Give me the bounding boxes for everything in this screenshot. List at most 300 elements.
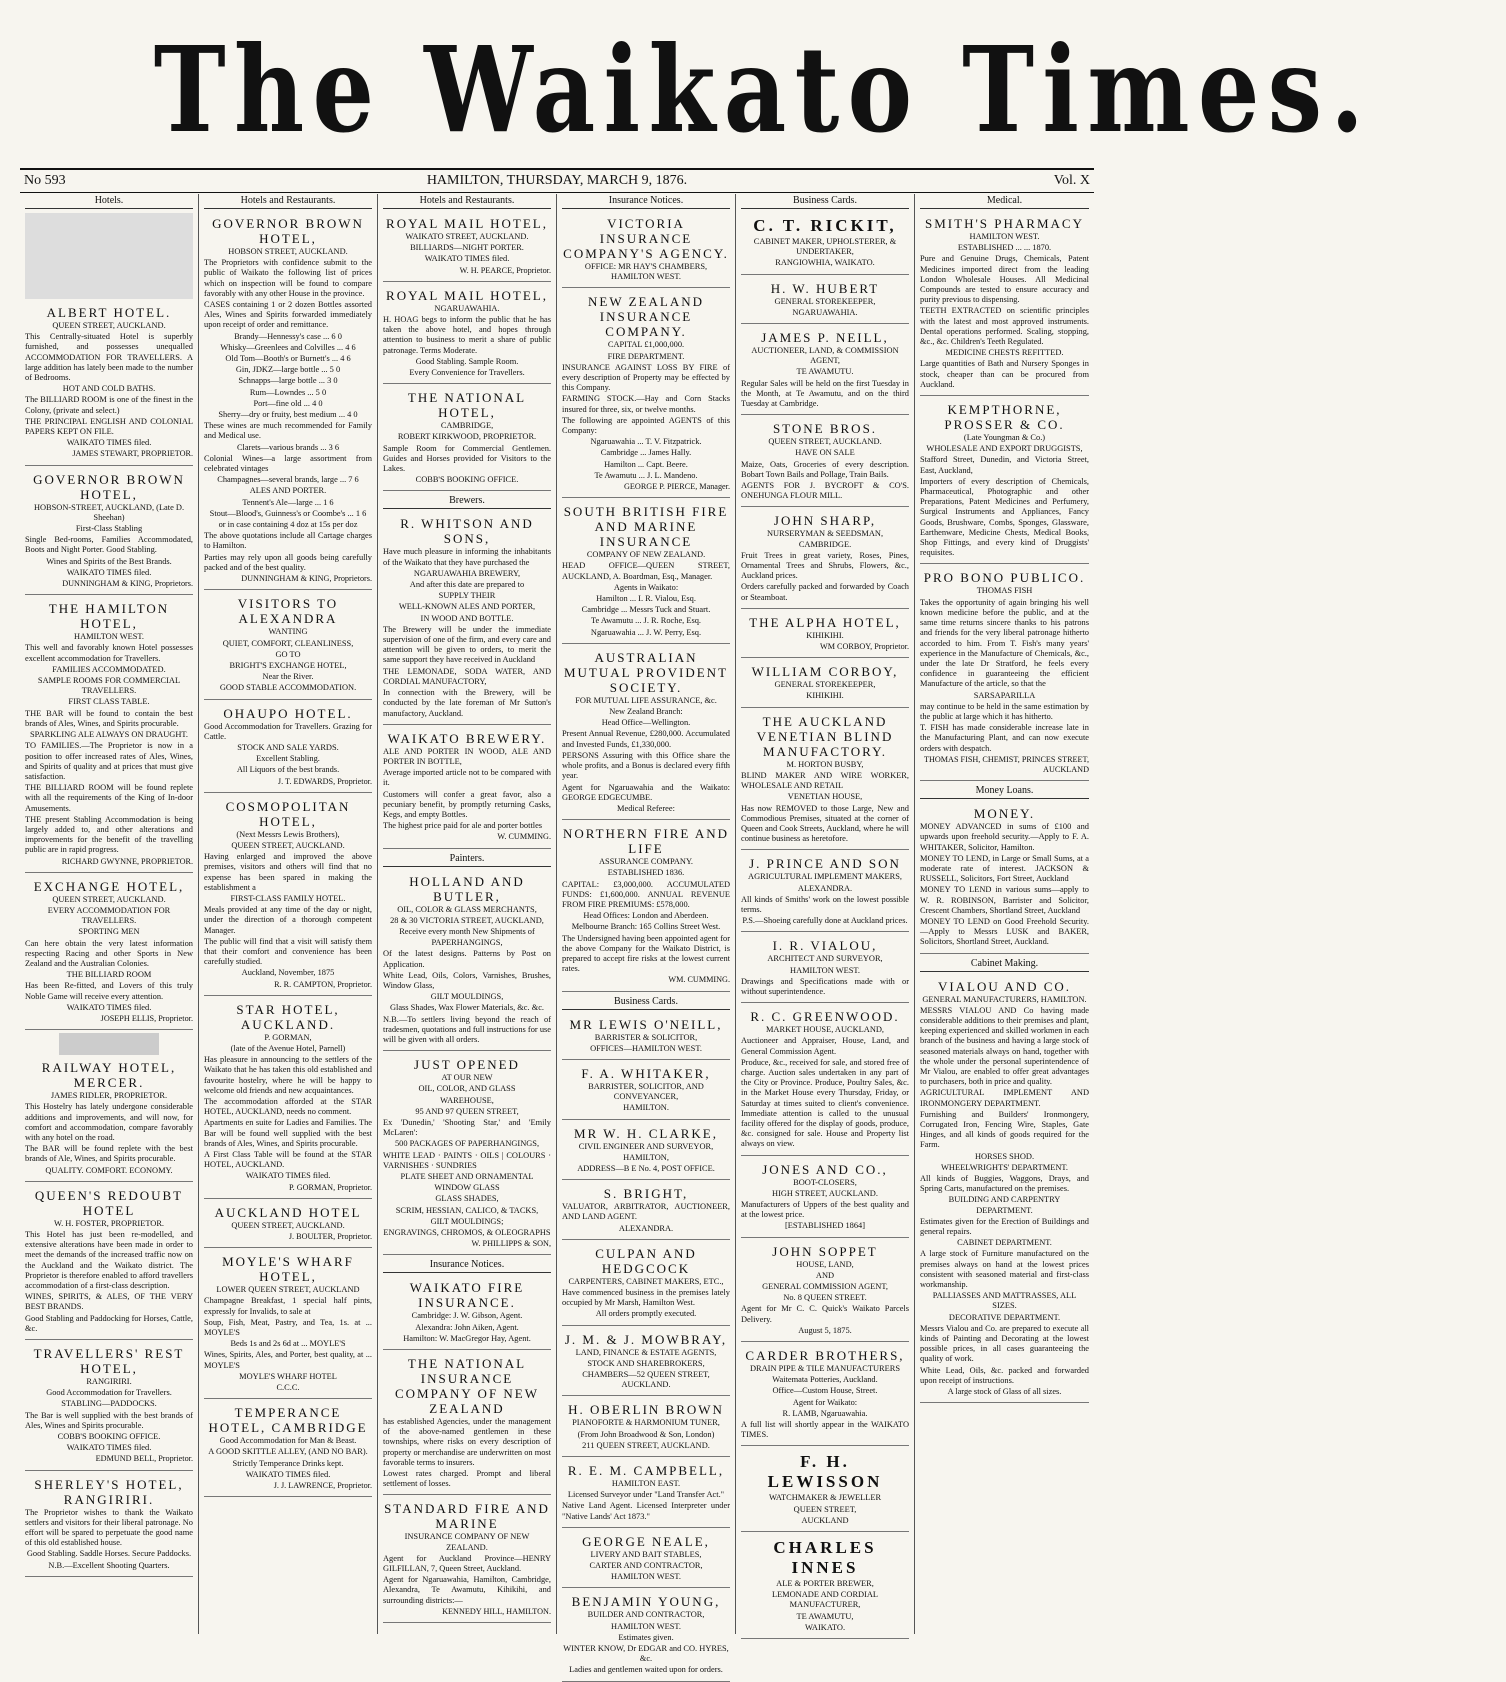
ad-text: STOCK AND SHAREBROKERS,	[587, 1358, 705, 1368]
ad-text: WAIKATO.	[804, 1622, 846, 1632]
ad-title: ALBERT HOTEL.	[46, 305, 172, 320]
ad-text: EVERY ACCOMMODATION FOR TRAVELLERS.	[47, 905, 171, 926]
ad-text: KIHIKIHI.	[806, 630, 844, 640]
ad-text: NGARUAWAHIA BREWERY,	[413, 568, 521, 578]
ad-text: OIL, COLOR & GLASS MERCHANTS,	[397, 904, 537, 914]
ad-text: CHAMBERS—52 QUEEN STREET, AUCKLAND.	[582, 1370, 710, 1390]
ad-text: Ngaruawahia ... J. W. Perry, Esq.	[590, 627, 702, 637]
ad-text: ESTABLISHED 1836.	[607, 868, 685, 878]
ad-title: VISITORS TO ALEXANDRA	[237, 596, 339, 627]
ad-title: STAR HOTEL, AUCKLAND.	[236, 1001, 340, 1032]
ad-text: Have commenced business in the premises lately occupied by Mr Marsh, Hamilton West.	[562, 1287, 730, 1308]
advertisement	[204, 1202, 372, 1248]
ad-text: Licensed Surveyor under "Land Transfer Act."	[567, 1490, 725, 1500]
advertisement	[741, 418, 909, 507]
advertisement	[562, 291, 730, 498]
ad-text: Agent for Mr C. C. Quick's Waikato Parcels Delivery.	[741, 1304, 909, 1324]
ad-text: Lowest rates charged. Prompt and liberal settlement of losses.	[383, 1469, 551, 1489]
ad-text: WAIKATO TIMES filed.	[245, 1171, 331, 1181]
ad-title: NEW ZEALAND INSURANCE COMPANY.	[588, 294, 704, 340]
ad-text: Good Stabling. Sample Room.	[415, 356, 519, 366]
ad-text: QUEEN STREET, AUCKLAND.	[52, 321, 166, 330]
ad-text: Ngaruawahia ... T. V. Fitzpatrick.	[590, 437, 702, 447]
section-heading: Painters.	[383, 852, 551, 867]
advertisement	[383, 213, 551, 282]
advertisement	[920, 399, 1089, 564]
advertisement	[562, 1591, 730, 1681]
ad-text: GENERAL COMMISSION AGENT,	[762, 1282, 888, 1291]
ad-text: BUILDER AND CONTRACTOR,	[587, 1610, 705, 1620]
ad-text: WAREHOUSE,	[440, 1095, 494, 1105]
column-6	[915, 194, 1094, 1634]
ad-text: WAIKATO TIMES filed.	[424, 254, 510, 264]
ad-text: HAMILTON WEST.	[790, 965, 860, 975]
ad-text: or in case containing 4 doz at 15s per doz	[218, 520, 358, 530]
advertisement	[204, 213, 372, 590]
ad-text: First-Class Stabling	[75, 524, 143, 534]
ad-text: ALEXANDRA.	[797, 883, 853, 893]
volume-number: Vol. X	[1053, 173, 1090, 188]
ad-title: THE NATIONAL HOTEL,	[407, 390, 527, 421]
ad-text: SUPPLY THEIR	[438, 591, 496, 601]
ad-text: Schnapps—large bottle ... 3 0	[238, 376, 338, 386]
ad-title: C. T. RICKIT,	[753, 216, 897, 235]
ad-title: GEORGE NEALE,	[582, 1533, 710, 1549]
ad-text: COMPANY OF NEW ZEALAND.	[586, 550, 706, 560]
advertisement	[741, 711, 909, 851]
ad-text: HOBSON-STREET, AUCKLAND, (Late D. Sheehan)	[33, 502, 185, 522]
ad-text: Good Accommodation for Travellers. Grazing for Cattle.	[204, 721, 372, 741]
ad-text: Stafford Street, Dunedin, and Victoria Street, East, Auckland,	[920, 455, 1089, 475]
advertisement	[741, 278, 909, 324]
advertisement	[562, 1399, 730, 1457]
ad-text: H. HOAG begs to inform the public that he has taken the above hotel, and hopes through attention to business to merit a share of public patronage. Terms Moderate.	[383, 315, 551, 355]
advertisement	[562, 1014, 730, 1060]
ad-text: (Next Messrs Lewis Brothers),	[236, 829, 340, 839]
ad-text: WAIKATO TIMES filed.	[66, 438, 152, 448]
ad-text: Beds 1s and 2s 6d at ... MOYLE'S	[230, 1339, 346, 1349]
advertisement	[204, 1402, 372, 1497]
ad-text: LIVERY AND BAIT STABLES,	[590, 1549, 702, 1559]
advertisement	[562, 1183, 730, 1240]
ad-text: ENGRAVINGS, CHROMOS, & OLEOGRAPHS	[383, 1228, 551, 1238]
ad-text: All orders promptly executed.	[595, 1309, 697, 1319]
ad-text: GILT MOULDINGS,	[430, 992, 504, 1002]
ad-title: J. PRINCE AND SON	[749, 856, 901, 872]
ad-signature: EDMUND BELL, Proprietor.	[95, 1454, 193, 1464]
ad-text: PLATE SHEET AND ORNAMENTAL	[400, 1172, 534, 1181]
ad-signature: WM CORBOY, Proprietor.	[819, 642, 909, 652]
ad-text: Champagne Breakfast, 1 special half pints, expressly for Invalids, to sale at	[204, 1296, 372, 1316]
ad-text: WAIKATO TIMES filed.	[245, 1469, 331, 1479]
ad-text: Meals provided at any time of the day or night, under the direction of a thorough competent Manager.	[204, 905, 372, 935]
ad-text: GLASS SHADES,	[435, 1194, 499, 1204]
advertisement	[25, 1057, 193, 1182]
advertisement	[741, 1345, 909, 1446]
ad-text: RANGIOWHIA, WAIKATO.	[775, 258, 875, 268]
ad-text: C.C.C.	[276, 1383, 300, 1393]
ad-text: RANGIRIRI.	[86, 1377, 132, 1387]
section-heading: Brewers.	[383, 494, 551, 509]
ad-text: DRAIN PIPE & TILE MANUFACTURERS	[750, 1364, 900, 1374]
ad-text: Regular Sales will be held on the first Tuesday in the Month, at Te Awamutu, and on the third Tuesday at Cambridge.	[741, 378, 909, 409]
ad-title: ROYAL MAIL HOTEL,	[386, 287, 548, 303]
ad-text: Stout—Blood's, Guinness's or Coombe's ... 1 6	[209, 508, 367, 518]
column-1	[20, 194, 199, 1634]
ad-text: White Lead, Oils, &c. packed and forwarded upon receipt of instructions.	[920, 1365, 1089, 1385]
ad-text: AND	[815, 1270, 835, 1280]
ad-text: Cambridge ... Messrs Tuck and Stuart.	[581, 605, 711, 615]
ad-text: MONEY TO LEND, in Large or Small Sums, at a moderate rate of interest. JACKSON & RUSSELL, Solicitors, Fort Street, Auckland	[920, 853, 1089, 884]
ad-text: Average imported article not to be compared with it.	[383, 768, 551, 788]
ad-title: R. E. M. CAMPBELL,	[567, 1463, 725, 1479]
ad-text: AGRICULTURAL IMPLEMENT AND IRONMONGERY DEPARTMENT.	[920, 1088, 1089, 1108]
ad-title: CHARLES INNES	[773, 1538, 877, 1578]
ad-text: N.B.—To settlers living beyond the reach of tradesmen, quotations and full instructions for use will be given with all orders.	[383, 1014, 551, 1044]
ad-text: HOT AND COLD BATHS.	[62, 384, 156, 394]
advertisement	[204, 1251, 372, 1399]
ad-title: SOUTH BRITISH FIRE AND MARINE INSURANCE	[563, 504, 729, 550]
advertisement	[383, 1277, 551, 1350]
ad-text: TO FAMILIES.—The Proprietor is now in a position to offer increased rates of Ales, Wines, and Spirits of quality and at prices that must give satisfaction.	[25, 741, 193, 781]
ad-text: T. FISH has made considerable increase late in the Manufacturing Plant, and can now execute orders with despatch.	[920, 723, 1089, 753]
ad-text: 95 AND 97 QUEEN STREET,	[415, 1106, 519, 1116]
advertisement	[25, 469, 193, 596]
advertisement	[383, 1054, 551, 1255]
advertisement	[25, 876, 193, 1030]
ad-text: SPORTING MEN	[78, 927, 140, 937]
ad-text: Port—fine old ... 4 0	[253, 398, 323, 408]
advertisement	[741, 327, 909, 415]
ad-text: NURSERYMAN & SEEDSMAN, CAMBRIDGE.	[766, 529, 884, 549]
ad-signature: DUNNINGHAM & KING, Proprietors.	[241, 574, 372, 584]
ad-title: WAIKATO FIRE INSURANCE.	[409, 1280, 525, 1311]
small-engraving	[59, 1033, 160, 1055]
ad-signature: J. J. LAWRENCE, Proprietor.	[273, 1481, 372, 1491]
ad-text: HAMILTON WEST.	[969, 232, 1040, 241]
ad-text: N.B.—Excellent Shooting Quarters.	[48, 1560, 170, 1570]
ad-signature: JAMES STEWART, PROPRIETOR.	[72, 449, 193, 459]
ad-text: MESSRS VIALOU AND Co having made considerable additions to their premises and plant, keeping experienced and skilled workmen in each branch of the business and having a large stock of seasoned materials always on hand, together with the whole under the personal superintendence of Mr Vialou, are enabled to offer great advantages to purchasers, both in price and quality.	[920, 1005, 1089, 1087]
advertisement	[204, 593, 372, 699]
ad-text: Of the latest designs. Patterns by Post on Application.	[383, 949, 551, 969]
ad-text: (Late Youngman & Co.)	[963, 433, 1046, 443]
section-heading: Money Loans.	[920, 784, 1089, 799]
ad-text: MEDICINE CHESTS REFITTED.	[945, 348, 1064, 358]
ad-text: Ex 'Dunedin,' 'Shooting Star,' and 'Emily McLaren':	[383, 1117, 551, 1138]
advertisement	[920, 976, 1089, 1404]
ad-text: INSURANCE COMPANY OF NEW ZEALAND.	[404, 1532, 530, 1552]
ad-title: AUSTRALIAN MUTUAL PROVIDENT SOCIETY.	[563, 649, 729, 695]
ad-text: OIL, COLOR, AND GLASS	[418, 1084, 516, 1094]
ad-signature: GEORGE P. PIERCE, Manager.	[624, 482, 730, 492]
ad-text: The BILLIARD ROOM is one of the finest in the Colony, (private and select.)	[25, 395, 193, 415]
ad-title: WAIKATO BREWERY.	[387, 730, 547, 746]
ad-text: FAMILIES ACCOMMODATED.	[52, 664, 166, 674]
advertisement	[741, 853, 909, 932]
ad-text: QUEEN STREET, AUCKLAND.	[768, 437, 882, 447]
ad-text: BRIGHT'S EXCHANGE HOTEL,	[229, 660, 347, 670]
ad-text: HAMILTON,	[623, 1152, 669, 1162]
ad-title: THE NATIONAL INSURANCE COMPANY OF NEW ZEALAND	[394, 1356, 540, 1417]
ad-text: PALLIASSES AND MATTRASSES, ALL SIZES.	[932, 1291, 1077, 1311]
ad-text: Pure and Genuine Drugs, Chemicals, Patent Medicines imported direct from the leading London Wholesale Houses. All Medicinal Compounds are tested to ensure accuracy and purity previous to dispensing.	[920, 254, 1089, 305]
ad-text: SPARKLING ALE ALWAYS ON DRAUGHT.	[30, 730, 188, 740]
ad-text: WAIKATO TIMES filed.	[66, 1002, 152, 1012]
ad-text: The Brewery will be under the immediate supervision of one of the firm, and every care and attention will be given to orders, to merit the same support they have received in Auckland	[383, 624, 551, 665]
ad-text: WELL-KNOWN ALES AND PORTER,	[398, 602, 536, 612]
advertisement	[562, 1063, 730, 1120]
ad-text: MONEY TO LEND on Good Freehold Security.—Apply to Messrs LUSK and BAKER, Solicitors, Shortland Street, Auckland.	[920, 916, 1089, 947]
ad-title: MOYLE'S WHARF HOTEL,	[222, 1254, 354, 1285]
ad-text: The above quotations include all Cartage charges to Hamilton.	[204, 531, 372, 551]
ad-text: FIRE DEPARTMENT.	[607, 351, 685, 361]
ad-text: The Proprietors with confidence submit to the public of Waikato the following list of prices which on inspection will be found to compare favorably with any other House in the province.	[204, 258, 372, 298]
ad-text: Takes the opportunity of again bringing his well known medicine before the public, and at the same time returns sincere thanks to his patrons and friends for the very liberal patronage hitherto accorded to him. From T. Fish's many years' experience in the Manufacture of Chemicals, &c., under the late Dr Stratford, he feels every confidence in guaranteeing the efficient Manufacture of the article, so that the	[920, 597, 1089, 689]
ad-text: Large quantities of Bath and Nursery Sponges in stock, cheaper than can be procured from Auckland.	[920, 359, 1089, 389]
ad-text: HAMILTON WEST.	[611, 1572, 681, 1582]
ad-text: Whisky—Greenlees and Colvilles ... 4 6	[220, 342, 356, 352]
section-heading: Hotels and Restaurants.	[383, 194, 551, 209]
ad-text: QUEEN STREET, AUCKLAND.	[231, 1220, 345, 1230]
ad-text: CABINET DEPARTMENT.	[957, 1238, 1052, 1248]
section-heading: Hotels and Restaurants.	[204, 194, 372, 209]
ad-text: may continue to be held in the same estimation by the public at large which it has hitherto.	[920, 701, 1089, 721]
ad-text: MONEY ADVANCED in sums of £100 and upwards upon freehold security.—Apply to F. A. WHITAKER, Solicitor, Hamilton.	[920, 822, 1089, 852]
ad-text: This Hostelry has lately undergone considerable additions and improvements, and will now, for comfort and accommodation, compare favorably with any hotel on the road.	[25, 1102, 193, 1142]
advertisement	[383, 871, 551, 1052]
ad-text: The Undersigned having been appointed agent for the above Company for the Waikato District, is prepared to accept fire risks at the lowest current rates.	[562, 933, 730, 974]
ad-text: Good Stabling. Saddle Horses. Secure Paddocks.	[26, 1549, 192, 1559]
ad-text: STABLING—PADDOCKS.	[61, 1399, 157, 1409]
ad-title: RAILWAY HOTEL, MERCER.	[41, 1060, 177, 1091]
ad-text: AGRICULTURAL IMPLEMENT MAKERS,	[748, 872, 902, 882]
ad-text: These wines are much recommended for Family and Medical use.	[204, 421, 372, 441]
ad-text: NGARUAWAHIA.	[792, 307, 858, 317]
ad-title: F. A. WHITAKER,	[581, 1065, 711, 1081]
advertisement	[562, 823, 730, 991]
advertisement	[741, 1006, 909, 1155]
ad-text: ALEXANDRA.	[618, 1223, 674, 1233]
ad-title: VICTORIA INSURANCE COMPANY'S AGENCY.	[563, 216, 729, 261]
ad-text: JAMES RIDLER, PROPRIETOR.	[50, 1091, 168, 1101]
ad-text: THE BAR will be found to contain the best brands of Ales, Wines, and Spirits procurable.	[25, 708, 193, 728]
ad-text: A full list will shortly appear in the WAIKATO TIMES.	[741, 1420, 909, 1440]
advertisement	[562, 647, 730, 820]
ad-title: SHERLEY'S HOTEL, RANGIRIRI.	[34, 1476, 184, 1507]
ad-text: Agent for Waikato:	[792, 1397, 858, 1407]
ad-text: This Centrally-situated Hotel is superbly furnished, and possesses unequalled ACCOMMODATION FOR TRAVELLERS. A large addition has lately been made to the number of Bedrooms.	[25, 332, 193, 383]
ad-text: THE present Stabling Accommodation is being largely added to, and other alterations and improvements for the benefit of the travelling public are in rapid progress.	[25, 814, 193, 855]
ad-title: GOVERNOR BROWN HOTEL,	[33, 471, 185, 502]
ad-text: Melbourne Branch: 165 Collins Street West.	[571, 922, 721, 932]
advertisement	[383, 285, 551, 384]
ad-text: Strictly Temperance Drinks kept.	[232, 1458, 344, 1468]
ad-text: BARRISTER & SOLICITOR,	[594, 1032, 698, 1042]
ad-text: WATCHMAKER & JEWELLER	[768, 1493, 882, 1503]
advertisement	[741, 510, 909, 608]
ad-text: Have much pleasure in informing the inhabitants of the Waikato that they have purchased the	[383, 547, 551, 567]
advertisement	[741, 1449, 909, 1532]
ad-text: HIGH STREET, AUCKLAND.	[772, 1188, 878, 1198]
ad-text: Soup, Fish, Meat, Pastry, and Tea, 1s. at ... MOYLE'S	[204, 1317, 372, 1338]
ad-text: ASSURANCE COMPANY.	[598, 857, 693, 867]
ad-text: ALES AND PORTER.	[249, 486, 327, 496]
ad-text: AUCTIONEER, LAND, & COMMISSION AGENT,	[751, 346, 899, 366]
ad-text: Orders carefully packed and forwarded by Coach or Steamboat.	[741, 582, 909, 602]
ad-text: HAMILTON WEST.	[74, 632, 144, 642]
ad-text: THE BILLIARD ROOM	[66, 970, 152, 980]
ad-text: GENERAL STOREKEEPER,	[774, 296, 876, 306]
ad-signature: R. R. CAMPTON, Proprietor.	[274, 979, 372, 989]
ad-text: HAVE ON SALE	[795, 448, 855, 458]
ad-title: THE HAMILTON HOTEL,	[48, 601, 170, 632]
advertisement	[741, 1535, 909, 1639]
ad-text: HAMILTON WEST.	[611, 1621, 681, 1631]
ad-text: August 5, 1875.	[798, 1325, 852, 1335]
ad-text: FARMING STOCK.—Hay and Corn Stacks insured for three, six, or twelve months.	[562, 394, 730, 414]
ad-title: J. M. & J. MOWBRAY,	[564, 1331, 728, 1347]
advertisement	[25, 598, 193, 872]
ad-text: Good Accommodation for Travellers.	[46, 1388, 172, 1398]
ad-text: TE AWAMUTU,	[796, 1611, 854, 1621]
ad-title: JOHN SOPPET	[772, 1243, 878, 1259]
ad-text: BARRISTER, SOLICITOR, AND CONVEYANCER,	[588, 1081, 704, 1102]
ad-text: Furnishing and Builders' Ironmongery, Corrugated Iron, Fencing Wire, Staples, Gate Hinges, and all kinds of goods required for the Farm.	[920, 1109, 1089, 1150]
ad-text: Wines and Spirits of the Best Brands.	[46, 556, 172, 566]
issue-number: No 593	[24, 173, 66, 188]
ad-title: JAMES P. NEILL,	[761, 330, 889, 346]
advertisement	[383, 1353, 551, 1495]
ad-text: Can here obtain the very latest information respecting Racing and other Sports in New Zealand and the Australian Colonies.	[25, 938, 193, 968]
ad-text: Hamilton ... I. R. Vialou, Esq.	[596, 594, 696, 604]
ad-text: Messrs Vialou and Co. are prepared to execute all kinds of Painting and Decorating at the lowest possible prices, in all cases guaranteeing the quality of work.	[920, 1323, 1089, 1364]
advertisement	[562, 213, 730, 288]
ad-text: Rum—Lowndes ... 5 0	[249, 387, 327, 397]
ad-text: This well and favorably known Hotel possesses excellent accommodation for Travellers.	[25, 643, 193, 663]
ad-text: Gin, JDKZ—large bottle ... 5 0	[235, 365, 341, 375]
ad-text: New Zealand Branch:	[609, 707, 683, 717]
advertisement	[741, 1241, 909, 1342]
ad-text: Receive every month New Shipments of	[399, 926, 535, 936]
ad-text: QUEEN STREET,	[793, 1504, 857, 1514]
ad-text: Champagnes—several brands, large ... 7 6	[217, 475, 359, 485]
advertisement	[741, 612, 909, 658]
ad-text: Agent for Auckland Province—HENRY GILFILLAN, 7, Queen Street, Auckland.	[383, 1553, 551, 1574]
ad-date: Auckland, November, 1875	[241, 968, 335, 978]
ad-text: This Hotel has just been re-modelled, and extensive alterations have been made in order to meet the demands of the increased traffic now on the Auckland and the Waikato district. The Proprietor is therefore enabled to afford travellers accommodation of a first-class description.	[25, 1230, 193, 1291]
ad-text: WHITE LEAD · PAINTS · OILS | COLOURS · VARNISHES · SUNDRIES	[383, 1150, 551, 1170]
ad-title: ROYAL MAIL HOTEL,	[386, 216, 548, 231]
ad-text: A First Class Table will be found at the STAR HOTEL, AUCKLAND.	[204, 1150, 372, 1170]
advertisement	[383, 1498, 551, 1623]
ad-title: BENJAMIN YOUNG,	[571, 1594, 721, 1610]
ad-text: Has pleasure in announcing to the settlers of the Waikato that he has taken this old established and favourite hostelry, where he will be happy to welcome old friends and new acquaintances.	[204, 1055, 372, 1095]
ad-text: QUEEN STREET, AUCKLAND.	[52, 894, 166, 904]
ad-text: Colonial Wines—a large assortment from celebrated vintages	[204, 453, 372, 474]
ad-text: OFFICE: MR HAY'S CHAMBERS, HAMILTON WEST.	[584, 262, 708, 282]
ad-text: All Liquors of the best brands.	[236, 765, 340, 775]
ad-text: Produce, &c., received for sale, and stored free of charge. Auction sales undertaken in any part of the City or Province. Produce, Poultry Sales, &c. in the Market House every Thursday, Friday, or Saturday at times suited to client's convenience. Immediate attention is called to the unusual facility offered for the display of goods, produce, &c. consigned for sale. House and Property list always on view.	[741, 1057, 909, 1149]
ad-title: TRAVELLERS' REST HOTEL,	[33, 1346, 185, 1377]
ad-text: Drawings and Specifications made with or without superintendence.	[741, 976, 909, 996]
ad-text: Agent for Ngaruawahia, Hamilton, Cambridge, Alexandra, Te Awamutu, Kihikihi, and surrounding districts:—	[383, 1575, 551, 1605]
ad-text: Head Office—Wellington.	[601, 718, 691, 728]
newspaper-title: The Waikato Times.	[153, 20, 1373, 159]
section-heading: Hotels.	[25, 194, 193, 209]
ad-signature: JOSEPH ELLIS, Proprietor.	[100, 1013, 193, 1023]
ad-signature: KENNEDY HILL, HAMILTON.	[442, 1606, 551, 1616]
ad-text: 211 QUEEN STREET, AUCKLAND.	[582, 1440, 710, 1450]
ad-text: In connection with the Brewery, will be conducted by the late foreman of Mr Sutton's manufactory, Auckland.	[383, 688, 551, 718]
ad-text: W. H. FOSTER, PROPRIETOR.	[53, 1218, 165, 1228]
ad-text: CIVIL ENGINEER AND SURVEYOR,	[578, 1141, 714, 1151]
ad-text: COBB'S BOOKING OFFICE.	[415, 475, 519, 485]
ad-title: MR LEWIS O'NEILL,	[569, 1016, 723, 1032]
ad-text: Manufacturers of Uppers of the best quality and at the lowest price.	[741, 1199, 909, 1220]
ad-text: The public will find that a visit will satisfy them that their comfort and convenience has been carefully studied.	[204, 936, 372, 967]
ad-text: TEETH EXTRACTED on scientific principles with the latest and most approved instruments. Dental operations performed. Scaling, stopping, &c., &c. Children's Teeth Regulated.	[920, 306, 1089, 347]
ad-text: A GOOD SKITTLE ALLEY, (AND NO BAR).	[208, 1447, 368, 1457]
ad-text: CABINET MAKER, UPHOLSTERER, & UNDERTAKER,	[753, 237, 897, 257]
advertisement	[741, 935, 909, 1003]
ad-text: Old Tom—Booth's or Burnett's ... 4 6	[225, 354, 351, 364]
ad-text: WHOLESALE AND EXPORT DRUGGISTS,	[926, 444, 1083, 454]
section-heading: Business Cards.	[741, 194, 909, 209]
ad-text: STOCK AND SALE YARDS.	[237, 742, 339, 752]
ad-title: STONE BROS.	[772, 421, 878, 437]
ad-text: WHEELWRIGHTS' DEPARTMENT.	[941, 1162, 1068, 1172]
ad-signature: J. T. EDWARDS, Proprietor.	[277, 776, 372, 786]
ad-title: H. OBERLIN BROWN	[568, 1402, 724, 1418]
ad-text: SAMPLE ROOMS FOR COMMERCIAL TRAVELLERS.	[37, 676, 181, 696]
advertisement	[25, 1185, 193, 1340]
ad-text: CARPENTERS, CABINET MAKERS, ETC.,	[568, 1276, 724, 1286]
ad-title: AUCKLAND HOTEL	[214, 1204, 362, 1220]
ad-text: THE BILLIARD ROOM will be found replete with all the requirements of the King of In-door Amusements.	[25, 783, 193, 813]
ad-text: White Lead, Oils, Colors, Varnishes, Brushes, Window Glass,	[383, 970, 551, 990]
advertisement	[562, 501, 730, 644]
dateline	[20, 168, 1094, 193]
ad-text: Good Accommodation for Man & Beast.	[219, 1436, 357, 1446]
ad-title: VIALOU AND CO.	[937, 978, 1072, 994]
ad-text: 500 PACKAGES OF PAPERHANGINGS,	[394, 1139, 540, 1149]
ad-text: THE LEMONADE, SODA WATER, AND CORDIAL MANUFACTORY,	[383, 666, 551, 686]
ad-title: SMITH'S PHARMACY	[925, 216, 1084, 231]
ad-text: Has now REMOVED to those Large, New and Commodious Premises, situated at the corner of Queen and Cook Streets, Auckland, where he will continue business as heretofore.	[741, 803, 909, 844]
ad-signature: P. GORMAN, Proprietor.	[288, 1182, 372, 1192]
ad-text: BOOT-CLOSERS,	[793, 1177, 857, 1187]
ad-text: Cambridge: J. W. Gibson, Agent.	[411, 1311, 523, 1321]
ad-text: DECORATIVE DEPARTMENT.	[948, 1312, 1061, 1322]
ad-signature: DUNNINGHAM & KING, Proprietors.	[62, 579, 193, 589]
ad-text: WAIKATO TIMES filed.	[66, 1443, 152, 1453]
ad-text: GOOD STABLE ACCOMMODATION.	[219, 683, 357, 693]
ad-signature: W. H. PEARCE, Proprietor.	[459, 265, 551, 275]
ad-text: P.S.—Shoeing carefully done at Auckland prices.	[742, 916, 908, 926]
ad-text: AT OUR NEW	[441, 1073, 493, 1083]
ad-text: Brandy—Hennessy's case ... 6 0	[234, 331, 342, 341]
advertisement	[562, 1329, 730, 1397]
ad-text: ESTABLISHED ... ... 1870.	[957, 243, 1052, 253]
ad-text: VALUATOR, ARBITRATOR, AUCTIONEER, AND LAND AGENT.	[562, 1202, 730, 1222]
ad-text: FIRST CLASS TABLE.	[68, 697, 150, 707]
ad-text: A large stock of Glass of all sizes.	[947, 1387, 1062, 1397]
ad-text: BLIND MAKER AND WIRE WORKER, WHOLESALE AND RETAIL	[741, 770, 909, 791]
ad-title: STANDARD FIRE AND MARINE	[384, 1501, 550, 1532]
column-5	[736, 194, 915, 1634]
ad-text: KIHIKIHI.	[806, 691, 844, 701]
